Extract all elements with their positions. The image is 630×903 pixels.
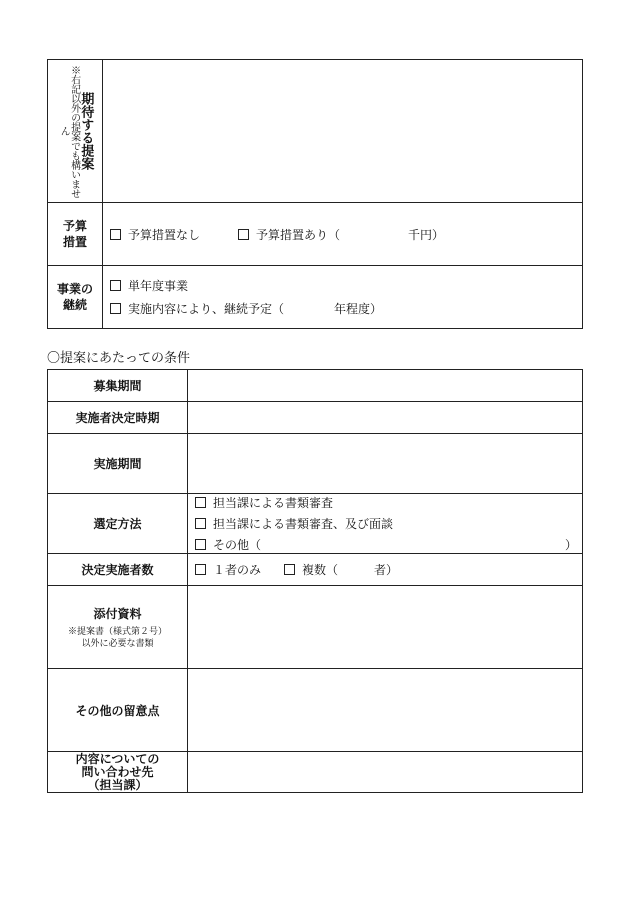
selection-other-option[interactable] xyxy=(195,536,577,553)
budget-row xyxy=(48,203,583,266)
contact-label-line2: 問い合わせ先 xyxy=(81,764,154,779)
decision-timing-field[interactable] xyxy=(188,402,583,434)
contact-row xyxy=(48,752,583,793)
multiple-implementer-option[interactable] xyxy=(284,561,398,578)
decision-timing-row xyxy=(48,402,583,434)
implementation-period-field[interactable] xyxy=(188,434,583,494)
multiple-implementer-unit: 者） xyxy=(374,563,399,577)
implementer-count-label: 決定実施者数 xyxy=(48,554,188,586)
multiple-implementer-label: 複数（ xyxy=(302,563,339,577)
checkbox-icon[interactable] xyxy=(238,229,249,240)
contact-label-line1: 内容についての xyxy=(75,751,160,766)
other-notes-row xyxy=(48,669,583,752)
single-implementer-label: １者のみ xyxy=(213,563,262,577)
other-notes-label: その他の留意点 xyxy=(48,669,188,752)
attachments-label-cell xyxy=(48,586,188,669)
selection-doc-review-label: 担当課による書類審査 xyxy=(213,496,334,510)
continuation-label-line1: 事業の xyxy=(56,282,93,296)
implementer-count-options xyxy=(188,554,583,586)
budget-none-label: 予算措置なし xyxy=(128,227,201,242)
budget-label-line1: 予算 xyxy=(62,219,87,233)
decision-timing-label: 実施者決定時期 xyxy=(48,402,188,434)
budget-options-cell xyxy=(103,203,583,266)
recruitment-period-label: 募集期間 xyxy=(48,370,188,402)
selection-doc-interview-label: 担当課による書類審査、及び面談 xyxy=(213,517,394,531)
checkbox-icon[interactable] xyxy=(195,518,206,529)
selection-method-label: 選定方法 xyxy=(48,494,188,554)
budget-yes-unit: 千円） xyxy=(408,227,445,242)
proposal-label: 期待する提案 xyxy=(78,92,94,170)
multi-year-label: 実施内容により、継続予定（ xyxy=(128,302,285,316)
budget-none-option[interactable] xyxy=(110,226,238,243)
implementer-count-row xyxy=(48,554,583,586)
implementation-period-row xyxy=(48,434,583,494)
selection-other-label: その他（ xyxy=(213,538,262,552)
expected-proposal-row xyxy=(48,60,583,203)
expected-proposal-field[interactable] xyxy=(103,60,583,203)
selection-doc-review-option[interactable] xyxy=(195,494,582,511)
budget-label-cell xyxy=(48,203,103,266)
attachments-field[interactable] xyxy=(188,586,583,669)
single-year-option[interactable] xyxy=(110,277,582,294)
checkbox-icon[interactable] xyxy=(284,564,295,575)
attachments-row xyxy=(48,586,583,669)
proposal-table xyxy=(47,59,583,329)
attachments-note-line2: 以外に必要な書類 xyxy=(81,638,154,649)
contact-label-cell xyxy=(48,752,188,793)
checkbox-icon[interactable] xyxy=(110,229,121,240)
expected-proposal-label-cell xyxy=(48,60,103,203)
multi-year-option[interactable] xyxy=(110,300,582,317)
contact-field[interactable] xyxy=(188,752,583,793)
selection-method-row xyxy=(48,494,583,554)
recruitment-period-row xyxy=(48,370,583,402)
continuation-label-cell xyxy=(48,266,103,329)
selection-doc-interview-option[interactable] xyxy=(195,515,582,532)
checkbox-icon[interactable] xyxy=(195,497,206,508)
single-implementer-option[interactable] xyxy=(195,561,284,578)
checkbox-icon[interactable] xyxy=(110,280,121,291)
budget-label-line2: 措置 xyxy=(62,235,87,249)
continuation-options-cell xyxy=(103,266,583,329)
proposal-note: ※右記以外の提案でも構いません xyxy=(58,64,80,198)
selection-other-close: ） xyxy=(564,538,577,552)
multi-year-unit: 年程度） xyxy=(334,302,383,316)
continuation-row xyxy=(48,266,583,329)
conditions-table xyxy=(47,369,583,793)
budget-yes-label: 予算措置あり（ xyxy=(256,227,341,242)
continuation-label-line2: 継続 xyxy=(62,298,87,312)
selection-method-options xyxy=(188,494,583,554)
checkbox-icon[interactable] xyxy=(195,539,206,550)
checkbox-icon[interactable] xyxy=(110,303,121,314)
attachments-label: 添付資料 xyxy=(93,606,142,621)
attachments-note-line1: ※提案書（様式第２号） xyxy=(67,626,167,637)
section-heading: 〇提案にあたっての条件 xyxy=(47,351,191,366)
recruitment-period-field[interactable] xyxy=(188,370,583,402)
checkbox-icon[interactable] xyxy=(195,564,206,575)
other-notes-field[interactable] xyxy=(188,669,583,752)
single-year-label: 単年度事業 xyxy=(128,279,189,293)
contact-label-line3: （担当課） xyxy=(87,777,148,792)
implementation-period-label: 実施期間 xyxy=(48,434,188,494)
budget-yes-option[interactable] xyxy=(238,226,444,243)
